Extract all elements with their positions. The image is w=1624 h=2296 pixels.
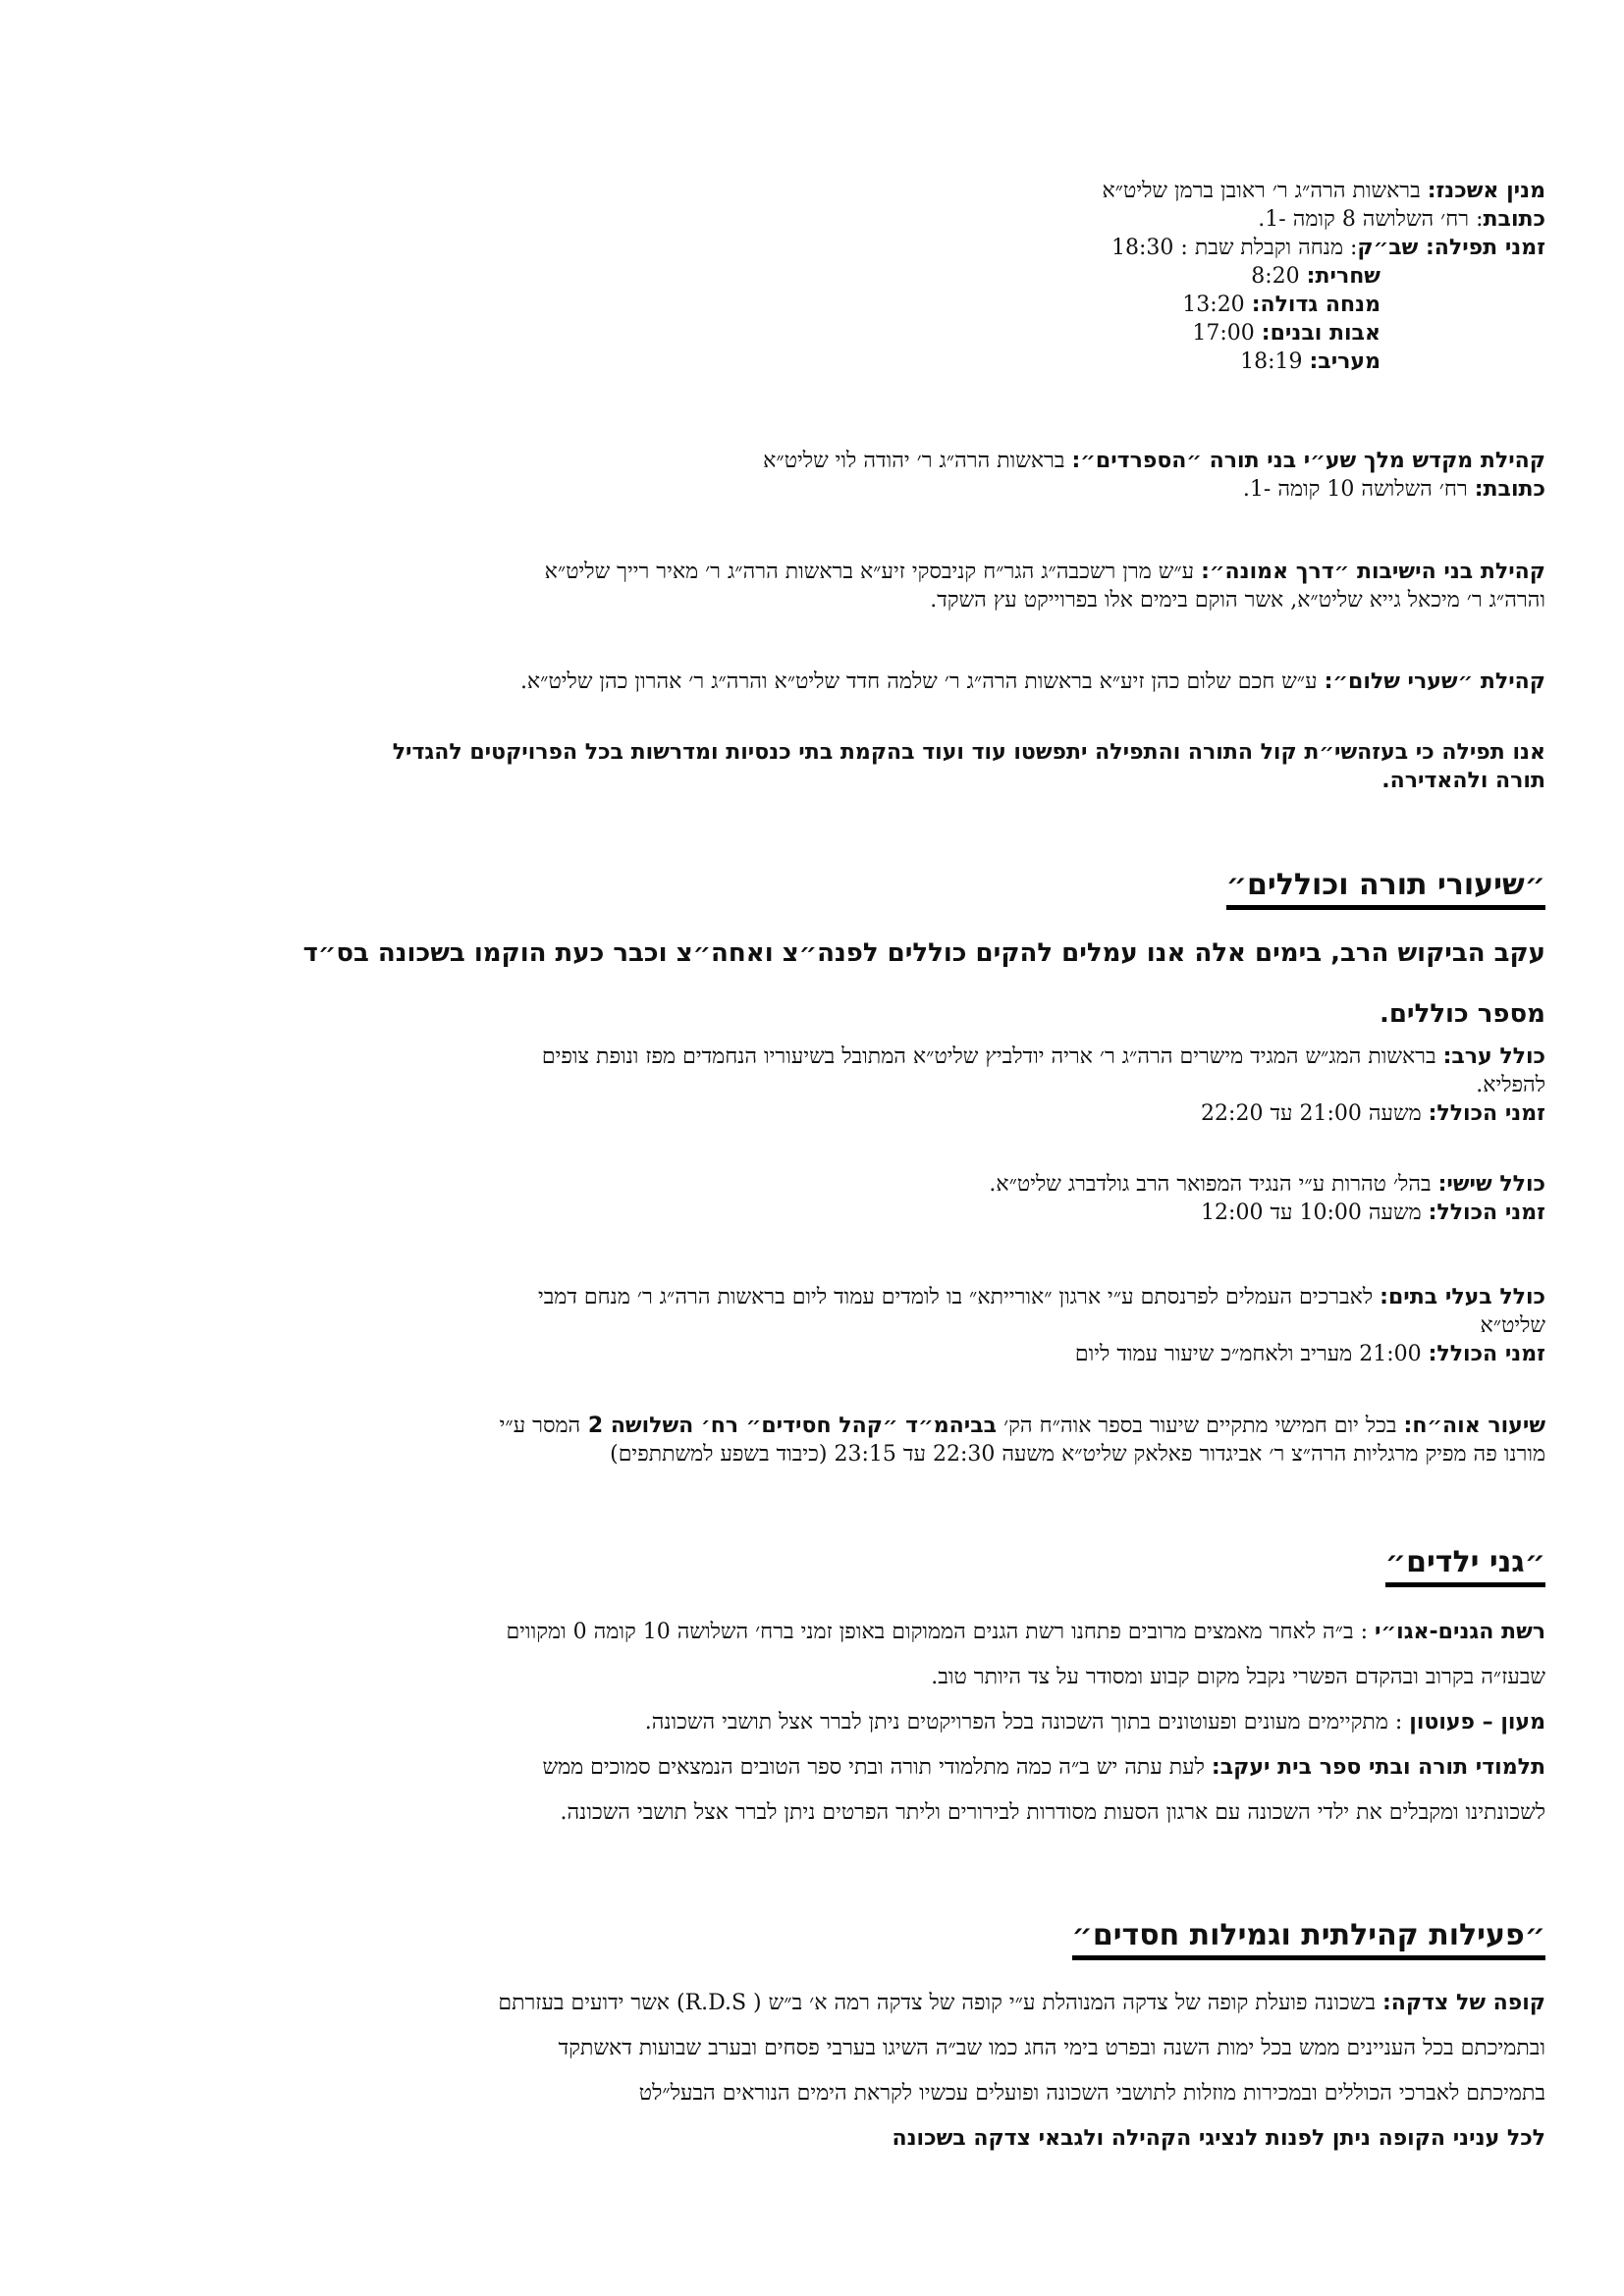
minyan-derech-emuna-text: ע״ש מרן רשכבה״ג הגר״ח קניבסקי זיע״א בראשות הרה״ג ר׳ מאיר רייך שליט״א: [544, 560, 1202, 584]
minyan-derech-emuna-title: קהילת בני הישיבות ״דרך אמונה״:: [1201, 560, 1545, 584]
section-heading-gan: ״גני ילדים״: [1385, 1543, 1545, 1587]
talmudei-tora-text-2: לשכונתינו ומקבלים את ילדי השכונה עם ארגון הסעות מסודרות לבירורים וליתר הפרטים ניתן לברר אצל תושבי השכונה.: [560, 1800, 1545, 1825]
minyan-derech-emuna-text-2: והרה״ג ר׳ מיכאל גייא שליט״א, אשר הוקם בימים אלו בפרוייקט עץ השקד.: [930, 588, 1545, 613]
time-value-avot-ubanim: 17:00: [1192, 321, 1262, 346]
kupa-closing: לכל עניני הקופה ניתן לפנות לנציגי הקהילה ולגבאי צדקה בשכונה: [892, 2126, 1545, 2151]
section-heading-community: ״פעילות קהילתית וגמילות חסדים״: [1072, 1916, 1545, 1960]
shiur-or-hachaim-text-2: מורנו פה מפיק מרגליות הרה״צ ר׳ אביגדור פאלאק שליט״א משעה 22:30 עד 23:15 (כיבוד בשפע למשתתפים): [610, 1442, 1545, 1467]
gan-content: [506, 1610, 1545, 1836]
kupa-text: בשכונה פועלת קופה של צדקה המנוהלת ע״י קופה של צדקה רמה א׳ ב״ש ( R.D.S) אשר ידועים בעזרתם: [498, 1991, 1382, 2015]
shabbat-label: שב״ק: [1357, 236, 1426, 260]
time-label-mincha-gedola: מנחה גדולה:: [1251, 293, 1380, 317]
kollel-times-label: זמני הכולל:: [1428, 1201, 1545, 1225]
kollel-erev-text: בראשות המג״ש המגיד מישרים הרה״ג ר׳ אריה יודלביץ שליט״א המתובל בשיעוריו הנחמדים מפז ונופת צופים: [541, 1044, 1443, 1069]
gan-heading-wrap: [1385, 1543, 1545, 1587]
community-heading-wrap: [1072, 1916, 1545, 1960]
kollel-erev-title: כולל ערב:: [1442, 1044, 1545, 1069]
kollel-times-value: משעה 10:00 עד 12:00: [1201, 1201, 1429, 1225]
shiur-or-hachaim: [500, 1412, 1545, 1468]
talmudei-tora-title: תלמודי תורה ובתי ספר בית יעקב:: [1211, 1755, 1545, 1780]
kollel-shishi-title: כולל שישי:: [1437, 1172, 1545, 1197]
kollel-times-label: זמני הכולל:: [1428, 1101, 1545, 1126]
address-label: כתובת:: [1474, 477, 1545, 502]
community-content: [498, 1981, 1545, 2162]
shiur-location: בביהמ״ד ״קהל חסידים״ רח׳ השלושה 2: [580, 1414, 998, 1438]
kollel-times-value: משעה 21:00 עד 22:20: [1201, 1101, 1429, 1126]
minyan-ashkenaz-rabbi: בראשות הרה״ג ר׳ ראובן ברמן שליט״א: [1102, 179, 1428, 203]
torah-lead-line2: מספר כוללים.: [1379, 999, 1545, 1029]
talmudei-tora-text: לעת עתה יש ב״ה כמה מתלמודי תורה ובתי ספר הטובים הנמצאים סמוכים ממש: [542, 1755, 1212, 1780]
maon-title: מעון – פעוטון: [1409, 1710, 1545, 1735]
kupa-text-3: בתמיכתם לאברכי הכוללים ובמכירות מוזלות לתושבי השכונה ופועלים עכשיו לקראת הימים הנוראים הבעל״לט: [638, 2081, 1545, 2106]
closing-prayer-line2: תורה ולהאדירה.: [1381, 769, 1545, 793]
prayer-times-label: זמני תפילה:: [1425, 236, 1545, 260]
kollel-baalei-batim-text-2: שליט״א: [1480, 1313, 1545, 1338]
address-value: : רח׳ השלושה 8 קומה -1.: [1258, 207, 1484, 232]
minyan-shaarei-shalom: [520, 667, 1545, 696]
kollel-baalei-batim: [538, 1283, 1545, 1368]
shabbat-times: : מנחה וקבלת שבת : 18:30: [1111, 236, 1358, 260]
time-label-shacharit: שחרית:: [1306, 264, 1380, 289]
closing-prayer: [393, 738, 1545, 795]
minyan-shaarei-shalom-title: קהילת ״שערי שלום״:: [1324, 669, 1545, 694]
section-heading-torah: ״שיעורי תורה וכוללים״: [1226, 866, 1545, 910]
shiur-or-hachaim-text: בכל יום חמישי מתקיים שיעור בספר אוה״ח הק׳: [997, 1414, 1404, 1438]
minyan-derech-emuna: [545, 558, 1545, 614]
time-value-mincha-gedola: 13:20: [1182, 293, 1252, 317]
kollel-erev: [542, 1042, 1545, 1128]
kollel-times-label: זמני הכולל:: [1428, 1342, 1545, 1366]
kupa-text-2: ובתמיכתם בכל העניינים ממש בכל ימות השנה ובפרט בימי החג כמו שב״ה השיגו בערבי פסחים ובערב שבועות דאשתקד: [558, 2036, 1545, 2060]
address-value: רח׳ השלושה 10 קומה -1.: [1242, 477, 1475, 502]
minyan-shaarei-shalom-text: ע״ש חכם שלום כהן זיע״א בראשות הרה״ג ר׳ שלמה חדד שליט״א והרה״ג ר׳ אהרון כהן שליט״א.: [519, 669, 1325, 694]
time-value-maariv: 18:19: [1240, 349, 1310, 374]
minyan-sfaradim-title: קהילת מקדש מלך שע״י בני תורה ״הספרדים״:: [1071, 449, 1545, 473]
kollel-times-value: 21:00 מעריב ולאחמ״כ שיעור עמוד ליום: [1074, 1342, 1429, 1366]
closing-prayer-line1: אנו תפילה כי בעזהשי״ת קול התורה והתפילה יתפשטו עוד ועוד בהקמת בתי כנסיות ומדרשות בכל הפרויקטים להגדיל: [392, 740, 1545, 765]
time-label-maariv: מעריב:: [1309, 349, 1380, 374]
torah-lead-line1: עקב הביקוש הרב, בימים אלה אנו עמלים להקים כוללים לפנה״צ ואחה״צ וכבר כעת הוקמו בשכונה בס״ד: [302, 938, 1545, 968]
kollel-shishi: [989, 1170, 1545, 1227]
kollel-baalei-batim-title: כולל בעלי בתים:: [1380, 1285, 1545, 1309]
kollel-baalei-batim-text: לאברכים העמלים לפרנסתם ע״י ארגון ״אורייתא״ בו לומדים עמוד ליום בראשות הרה״ג ר׳ מנחם דמבי: [537, 1285, 1380, 1309]
shiur-or-hachaim-text-b: המסר ע״י: [499, 1414, 581, 1438]
kollel-shishi-text: בהל׳ טהרות ע״י הנגיד המפואר הרב גולדברג שליט״א.: [989, 1172, 1438, 1197]
minyan-sfaradim-rabbi: בראשות הרה״ג ר׳ יהודה לוי שליט״א: [763, 449, 1072, 473]
shiur-or-hachaim-title: שיעור אוה״ח:: [1403, 1414, 1545, 1438]
time-label-avot-ubanim: אבות ובנים:: [1261, 321, 1380, 346]
maon-text: : מתקיימים מעונים ופעוטונים בתוך השכונה בכל הפרויקטים ניתן לברר אצל תושבי השכונה.: [644, 1710, 1410, 1735]
time-value-shacharit: 8:20: [1251, 264, 1307, 289]
kollel-erev-text-2: להפליא.: [1476, 1073, 1545, 1097]
minyan-sfaradim: [763, 447, 1545, 504]
address-label: כתובת: [1483, 207, 1545, 232]
torah-section-heading-wrap: [1226, 866, 1545, 910]
reshet-ganim-text-2: שבעז״ה בקרוב ובהקדם הפשרי נקבל מקום קבוע ומסודר על צד היותר טוב.: [931, 1665, 1545, 1689]
torah-lead: [303, 923, 1545, 1044]
minyan-ashkenaz: [1102, 177, 1545, 376]
reshet-ganim-title: רשת הגנים-אגו״י: [1375, 1620, 1545, 1644]
minyan-ashkenaz-title: מנין אשכנז:: [1427, 179, 1545, 203]
reshet-ganim-text: : ב״ה לאחר מאמצים מרובים פתחנו רשת הגנים הממוקום באופן זמני ברח׳ השלושה 10 קומה 0 ומקווים: [506, 1620, 1376, 1644]
kupa-title: קופה של צדקה:: [1381, 1991, 1545, 2015]
